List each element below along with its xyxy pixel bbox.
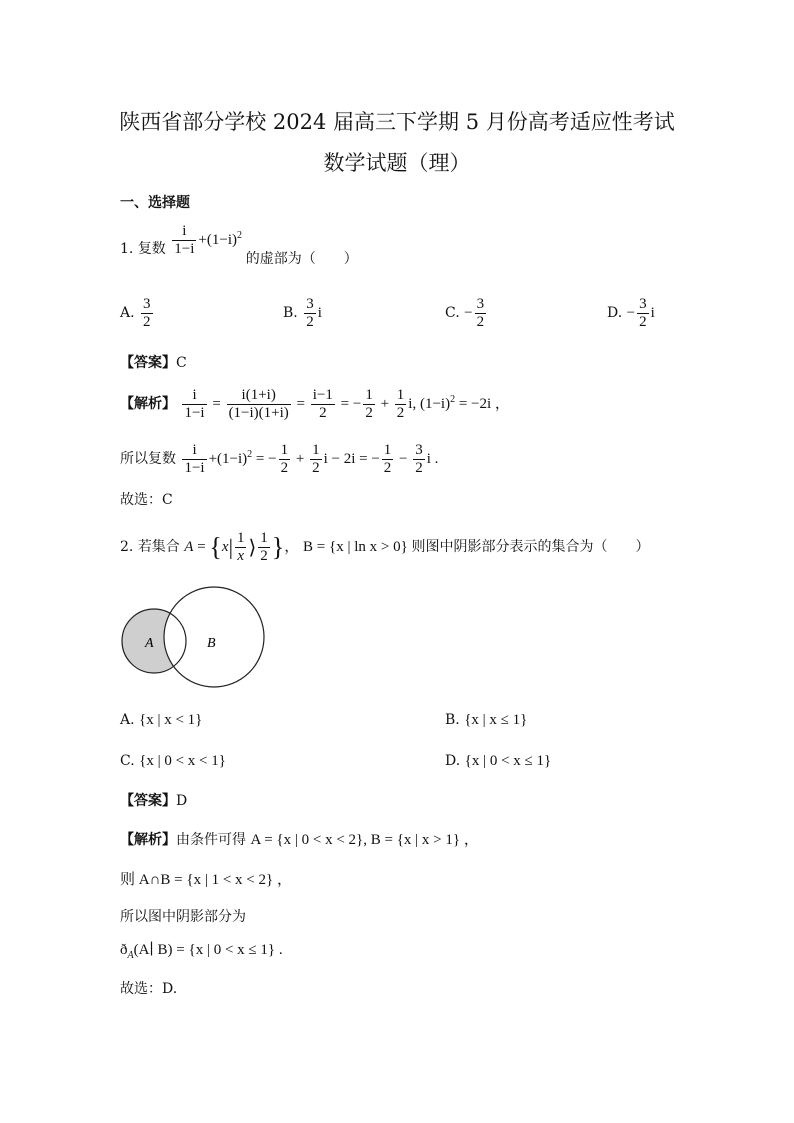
q2-option-a: A. {x | x < 1} — [120, 712, 203, 728]
page-title: 陕西省部分学校 2024 届高三下学期 5 月份高考适应性考试 — [119, 110, 675, 134]
q1-stem-prefix: 复数 — [137, 241, 166, 258]
q2-stem: 2. 若集合 A = {x| $\frac{1}{x}$ ⟩ $\frac{1}{2}$ }， B = {x | ln x > 0} 则图中阴影部分表示的集合为（ ） — [120, 530, 650, 565]
q2-option-b: B. {x | x ≤ 1} — [445, 712, 528, 728]
q1-stem — [120, 223, 358, 268]
q1-analysis-line2: 所以复数 $\frac{i}{1-i}$ $+(1-i)^2$ = − $\frac{1}{2}$ + $\frac{1}{2}$ i − 2i = − $\frac{1}{2}$ − $\frac{3}{2}$ i . — [120, 442, 439, 477]
q1-answer: 【答案】C — [120, 355, 187, 371]
venn-label-a: A — [145, 636, 154, 651]
q2-answer: 【答案】D — [120, 793, 188, 809]
q1-stem-suffix: 的虚部为（ ） — [245, 251, 358, 268]
page-subtitle: 数学试题（理） — [323, 151, 471, 175]
q1-option-d: D. − $\frac{3}{2}$ i — [607, 296, 655, 331]
q1-option-c: C. − $\frac{3}{2}$ — [445, 296, 485, 331]
q2-analysis-line2: 则 A∩B = {x | 1 < x < 2} ， — [120, 872, 292, 888]
q2-option-c: C. {x | 0 < x < 1} — [120, 753, 226, 769]
venn-diagram — [118, 582, 278, 692]
q2-analysis-line1: 【解析】由条件可得 A = {x | 0 < x < 2}, B = {x | x > 1} ， — [120, 832, 479, 848]
q2-conclusion: 故选：D. — [120, 981, 178, 997]
q1-analysis-line1: 【解析】 $\frac{i}{1-i}$ = $\frac{i(1+i)}{(1-i)(1+i)}$ = $\frac{i-1}{2}$ = − $\frac{1}{2}$ + $\frac{1}{2}$ i, $(1-i)^2 = -2i$ ， — [120, 387, 510, 422]
q2-analysis-line3: 所以图中阴影部分为 — [120, 909, 246, 925]
section-title: 一、选择题 — [120, 195, 190, 211]
q1-expression: $\frac{i}{1-i}$ $+(1-i)^2$ — [174, 223, 242, 258]
q1-option-b: B. $\frac{3}{2}$ i — [283, 296, 322, 331]
q2-option-d: D. {x | 0 < x ≤ 1} — [445, 753, 552, 769]
venn-label-b: B — [207, 636, 216, 651]
q1-conclusion: 故选：C — [120, 492, 173, 508]
q2-analysis-line4: $ð_A(A∣$ B) = {x | 0 < x ≤ 1} . — [120, 942, 283, 961]
q1-option-a: A. $\frac{3}{2}$ — [120, 296, 151, 331]
q1-number: 1. — [120, 241, 134, 258]
